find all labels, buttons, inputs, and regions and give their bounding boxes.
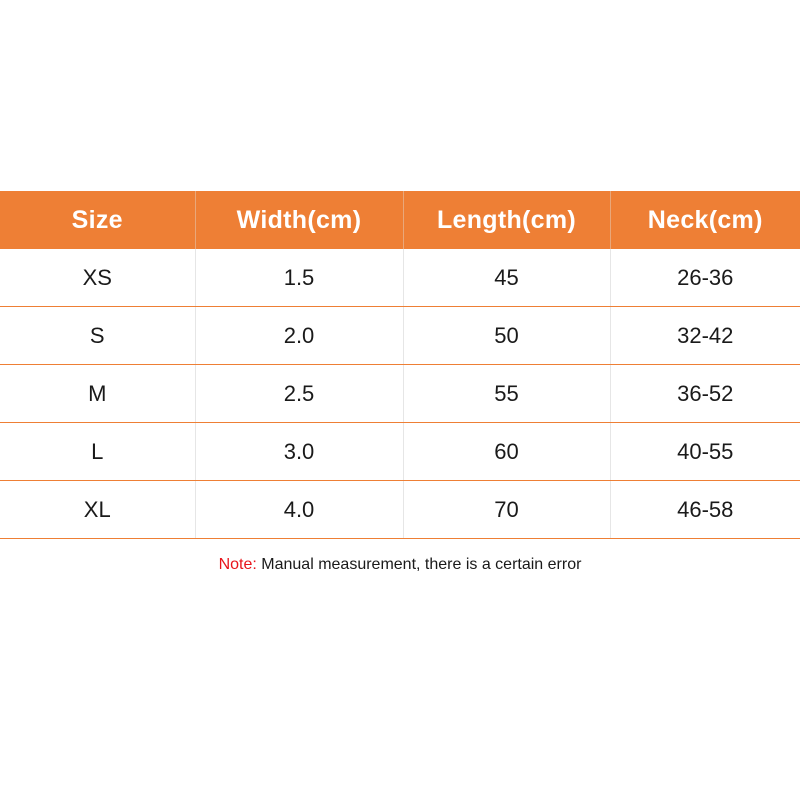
size-chart-table xyxy=(0,191,800,539)
note-label: Note: xyxy=(218,556,257,573)
cell-length: 50 xyxy=(403,307,610,365)
header-size: Size xyxy=(0,191,195,249)
measurement-note xyxy=(0,556,800,574)
header-width: Width(cm) xyxy=(195,191,403,249)
header-row xyxy=(0,191,800,249)
note-text: Manual measurement, there is a certain error xyxy=(256,556,582,573)
cell-neck: 46-58 xyxy=(610,481,800,539)
cell-neck: 40-55 xyxy=(610,423,800,481)
cell-width: 2.0 xyxy=(195,307,403,365)
cell-size: L xyxy=(0,423,195,481)
cell-size: M xyxy=(0,365,195,423)
table-row xyxy=(0,481,800,539)
table-row xyxy=(0,249,800,307)
cell-width: 3.0 xyxy=(195,423,403,481)
cell-size: S xyxy=(0,307,195,365)
cell-length: 70 xyxy=(403,481,610,539)
cell-length: 55 xyxy=(403,365,610,423)
cell-neck: 36-52 xyxy=(610,365,800,423)
cell-width: 1.5 xyxy=(195,249,403,307)
cell-width: 4.0 xyxy=(195,481,403,539)
cell-size: XL xyxy=(0,481,195,539)
table-row xyxy=(0,365,800,423)
cell-length: 60 xyxy=(403,423,610,481)
cell-neck: 32-42 xyxy=(610,307,800,365)
size-chart-body xyxy=(0,249,800,539)
cell-length: 45 xyxy=(403,249,610,307)
table-row xyxy=(0,423,800,481)
cell-neck: 26-36 xyxy=(610,249,800,307)
cell-width: 2.5 xyxy=(195,365,403,423)
header-length: Length(cm) xyxy=(403,191,610,249)
cell-size: XS xyxy=(0,249,195,307)
size-chart-header xyxy=(0,191,800,249)
table-row xyxy=(0,307,800,365)
header-neck: Neck(cm) xyxy=(610,191,800,249)
